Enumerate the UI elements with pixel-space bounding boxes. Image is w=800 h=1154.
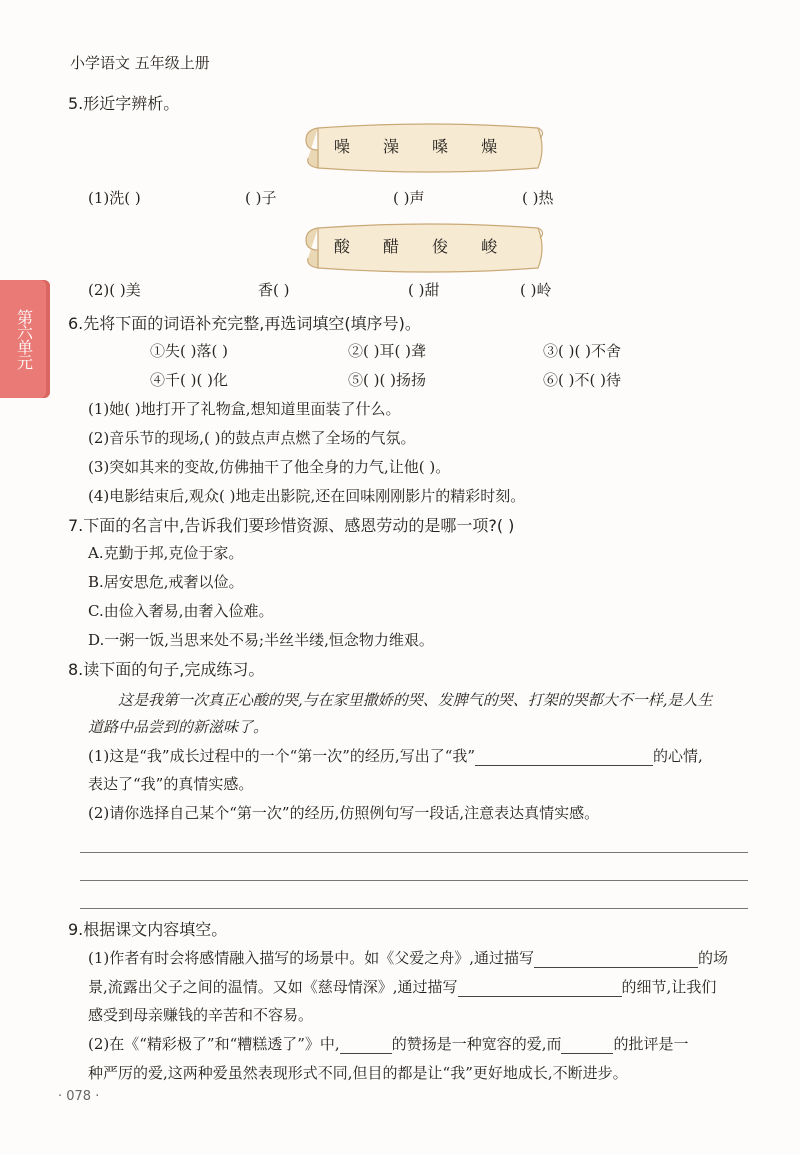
page-number: · 078 · [58,1089,100,1104]
q7-option: B.居安思危,戒奢以俭。 [88,573,244,591]
answer-blank[interactable] [458,980,622,997]
answer-blank[interactable] [340,1037,392,1054]
q5-item: ( )子 [245,189,277,207]
q8-example-line: 道路中品尝到的新滋味了。 [88,718,269,736]
char-group-2: 酸 醋 俊 峻 [333,237,512,256]
char-scroll-1 [300,120,545,176]
q9-line [88,1033,689,1054]
q9-line [88,976,716,997]
q9-text: 的细节,让我们 [621,978,717,996]
q6-word: ⑤( )( )扬扬 [348,371,426,389]
answer-blank[interactable] [475,749,653,766]
q9-text: 的赞扬是一种宽容的爱,而 [391,1035,562,1053]
q9-text: 的场 [698,949,729,967]
q8-sub1-text: (1)这是“我”成长过程中的一个“第一次”的经历,写出了“我” [88,747,476,765]
q8-example-line: 这是我第一次真正心酸的哭,与在家里撒娇的哭、发脾气的哭、打架的哭都大不一样,是人生 [118,691,713,709]
q5-item: ( )声 [393,189,425,207]
q9-text: (2)在《“精彩极了”和“糟糕透了”》中, [88,1035,340,1053]
q9-text: (1)作者有时会将感情融入描写的场景中。如《父爱之舟》,通过描写 [88,949,535,967]
q7-title: 7.下面的名言中,告诉我们要珍惜资源、感恩劳动的是哪一项?( ) [68,516,515,535]
answer-blank[interactable] [561,1037,613,1054]
char-group-1: 噪 澡 嗓 燥 [333,137,512,156]
q6-sentence: (4)电影结束后,观众( )地走出影院,还在回味刚刚影片的精彩时刻。 [88,487,526,505]
q9-line: 种严厉的爱,这两种爱虽然表现形式不同,但目的都是让“我”更好地成长,不断进步。 [88,1064,628,1082]
q5-title: 5.形近字辨析。 [68,94,180,113]
book-header: 小学语文 五年级上册 [70,54,210,72]
q6-word: ④千( )( )化 [150,371,228,389]
writing-line[interactable] [80,852,748,853]
q8-sub1-continued: 表达了“我”的真情实感。 [88,775,254,793]
q9-text: 的批评是一 [613,1035,689,1053]
q5-item: (1)洗( ) [88,189,141,207]
q6-word: ①失( )落( ) [150,342,228,360]
char-scroll-2 [300,220,545,276]
q7-option: C.由俭入奢易,由奢入俭难。 [88,602,274,620]
unit-side-tab [0,280,50,398]
answer-blank[interactable] [534,951,698,968]
writing-line[interactable] [80,908,748,909]
q5-item: ( )热 [522,189,554,207]
q9-title: 9.根据课文内容填空。 [68,920,228,939]
q7-option: A.克勤于邦,克俭于家。 [88,544,244,562]
writing-line[interactable] [80,880,748,881]
q6-sentence: (2)音乐节的现场,( )的鼓点声点燃了全场的气氛。 [88,429,416,447]
q5-item: ( )甜 [408,281,440,299]
q8-sub1-text: 的心情, [653,747,703,765]
q8-sub1 [88,745,703,766]
q6-title: 6.先将下面的词语补充完整,再选词填空(填序号)。 [68,314,421,333]
q5-item: (2)( )美 [88,281,141,299]
q6-word: ③( )( )不舍 [543,342,621,360]
q5-item: 香( ) [258,281,290,299]
q6-word: ②( )耳( )聋 [348,342,426,360]
q9-line: 感受到母亲赚钱的辛苦和不容易。 [88,1006,314,1024]
q6-sentence: (1)她( )地打开了礼物盒,想知道里面装了什么。 [88,400,401,418]
q5-item: ( )岭 [520,281,552,299]
unit-side-tab-label: 第六单元 [17,308,34,372]
q8-title: 8.读下面的句子,完成练习。 [68,660,265,679]
q9-line [88,947,728,968]
q6-word: ⑥( )不( )待 [543,371,621,389]
q8-sub2: (2)请你选择自己某个“第一次”的经历,仿照例句写一段话,注意表达真情实感。 [88,804,600,822]
q7-option: D.一粥一饭,当思来处不易;半丝半缕,恒念物力维艰。 [88,631,434,649]
q6-sentence: (3)突如其来的变故,仿佛抽干了他全身的力气,让他( )。 [88,458,451,476]
q9-text: 景,流露出父子之间的温情。又如《慈母情深》,通过描写 [88,978,458,996]
